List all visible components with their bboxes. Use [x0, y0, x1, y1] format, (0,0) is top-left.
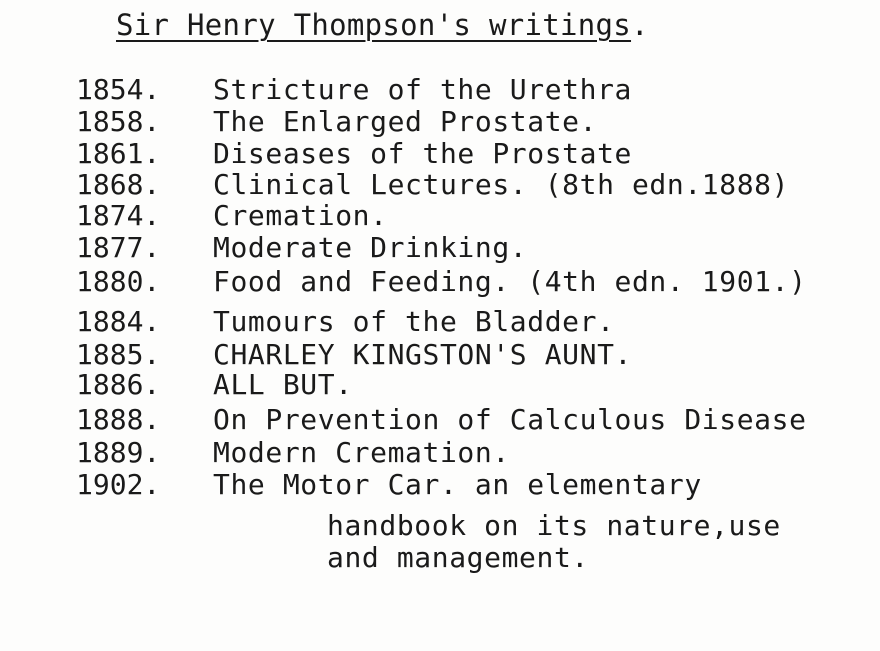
- entry-title: Modern Cremation.: [213, 436, 510, 469]
- entry-continuation-line: handbook on its nature,use: [327, 509, 781, 542]
- entry-year: 1874.: [76, 199, 161, 232]
- entry-title: Tumours of the Bladder.: [213, 305, 615, 338]
- entry-title: Moderate Drinking.: [213, 231, 528, 264]
- entry-year: 1884.: [76, 305, 161, 338]
- page-title-period: .: [631, 8, 649, 42]
- entry-year: 1877.: [76, 231, 161, 264]
- entry-year: 1861.: [76, 137, 161, 170]
- page-title-text: Sir Henry Thompson's writings: [116, 8, 632, 42]
- entry-title: Diseases of the Prostate: [213, 137, 632, 170]
- entry-year: 1858.: [76, 105, 161, 138]
- entry-title: On Prevention of Calculous Disease: [213, 403, 807, 436]
- entry-year: 1902.: [76, 468, 161, 501]
- entry-year: 1868.: [76, 168, 161, 201]
- entry-title: Food and Feeding. (4th edn. 1901.): [213, 265, 807, 298]
- entry-year: 1886.: [76, 368, 161, 401]
- entry-year: 1885.: [76, 338, 161, 371]
- entry-title: Stricture of the Urethra: [213, 73, 632, 106]
- entry-year: 1888.: [76, 403, 161, 436]
- page-title: [116, 8, 649, 42]
- entry-title: ALL BUT.: [213, 368, 353, 401]
- entry-title: Clinical Lectures. (8th edn.1888): [213, 168, 790, 201]
- entry-year: 1880.: [76, 265, 161, 298]
- entry-title: The Motor Car. an elementary: [213, 468, 702, 501]
- entry-title: The Enlarged Prostate.: [213, 105, 598, 138]
- entry-year: 1889.: [76, 436, 161, 469]
- entry-title: CHARLEY KINGSTON'S AUNT.: [213, 338, 632, 371]
- entry-title: Cremation.: [213, 199, 388, 232]
- entry-year: 1854.: [76, 73, 161, 106]
- entry-continuation-line: and management.: [327, 541, 589, 574]
